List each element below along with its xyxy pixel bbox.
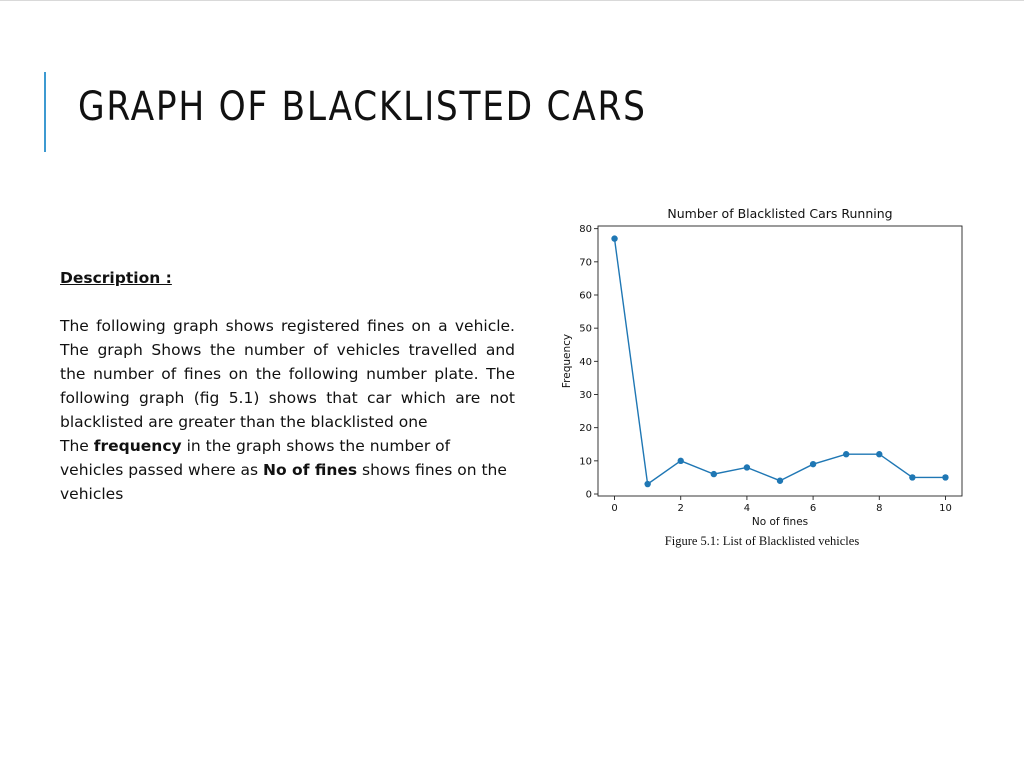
paragraph-2-mid: in the graph shows the number of vehicles passed where as xyxy=(60,437,451,479)
series-line xyxy=(615,239,946,485)
title-accent-bar xyxy=(44,72,46,152)
plot-frame xyxy=(598,226,962,496)
data-point xyxy=(843,451,849,457)
x-tick-label: 8 xyxy=(876,503,883,514)
data-point xyxy=(644,481,650,487)
description-block xyxy=(60,266,515,506)
data-point xyxy=(777,478,783,484)
x-axis-label: No of fines xyxy=(751,516,809,528)
slide-title: GRAPH OF BLACKLISTED CARS xyxy=(78,84,647,130)
data-point xyxy=(711,471,717,477)
line-chart xyxy=(556,200,976,560)
y-tick-label: 10 xyxy=(579,456,592,468)
x-tick-label: 6 xyxy=(809,503,817,514)
chart-title: Number of Blacklisted Cars Running xyxy=(667,206,893,221)
x-tick-label: 2 xyxy=(677,503,684,514)
top-border-line xyxy=(0,0,1024,1)
x-tick-label: 10 xyxy=(939,503,952,514)
figure-caption: Figure 5.1: List of Blacklisted vehicles xyxy=(664,534,860,548)
y-tick-label: 80 xyxy=(579,224,592,236)
paragraph-2-tail: shows fines on the vehicles xyxy=(60,461,507,503)
data-point xyxy=(909,474,915,480)
y-tick-label: 0 xyxy=(585,489,592,501)
y-tick-label: 50 xyxy=(579,323,592,335)
data-point xyxy=(611,235,617,241)
data-point xyxy=(942,474,948,480)
description-paragraph-2 xyxy=(60,434,515,506)
x-tick-label: 0 xyxy=(611,503,618,514)
data-point xyxy=(744,464,750,470)
term-frequency: frequency xyxy=(93,437,182,455)
y-tick-label: 40 xyxy=(579,356,592,368)
y-tick-label: 30 xyxy=(579,390,592,402)
y-axis-label: Frequency xyxy=(561,333,573,389)
data-point xyxy=(876,451,882,457)
chart-container xyxy=(556,200,976,560)
description-heading: Description : xyxy=(60,269,172,287)
data-point xyxy=(810,461,816,467)
data-point xyxy=(678,458,684,464)
y-tick-label: 70 xyxy=(579,257,592,269)
term-no-of-fines: No of fines xyxy=(263,461,358,479)
paragraph-2-lead: The xyxy=(60,437,94,455)
description-paragraph-1: The following graph shows registered fines on a vehicle. The graph Shows the number of vehicles travelled and the number of fines on the following number plate. The following graph (fig 5.1) shows that car which are not blacklisted are greater than the blacklisted one xyxy=(60,317,515,431)
y-tick-label: 60 xyxy=(579,290,592,302)
y-tick-label: 20 xyxy=(579,423,592,435)
x-tick-label: 4 xyxy=(743,503,751,514)
